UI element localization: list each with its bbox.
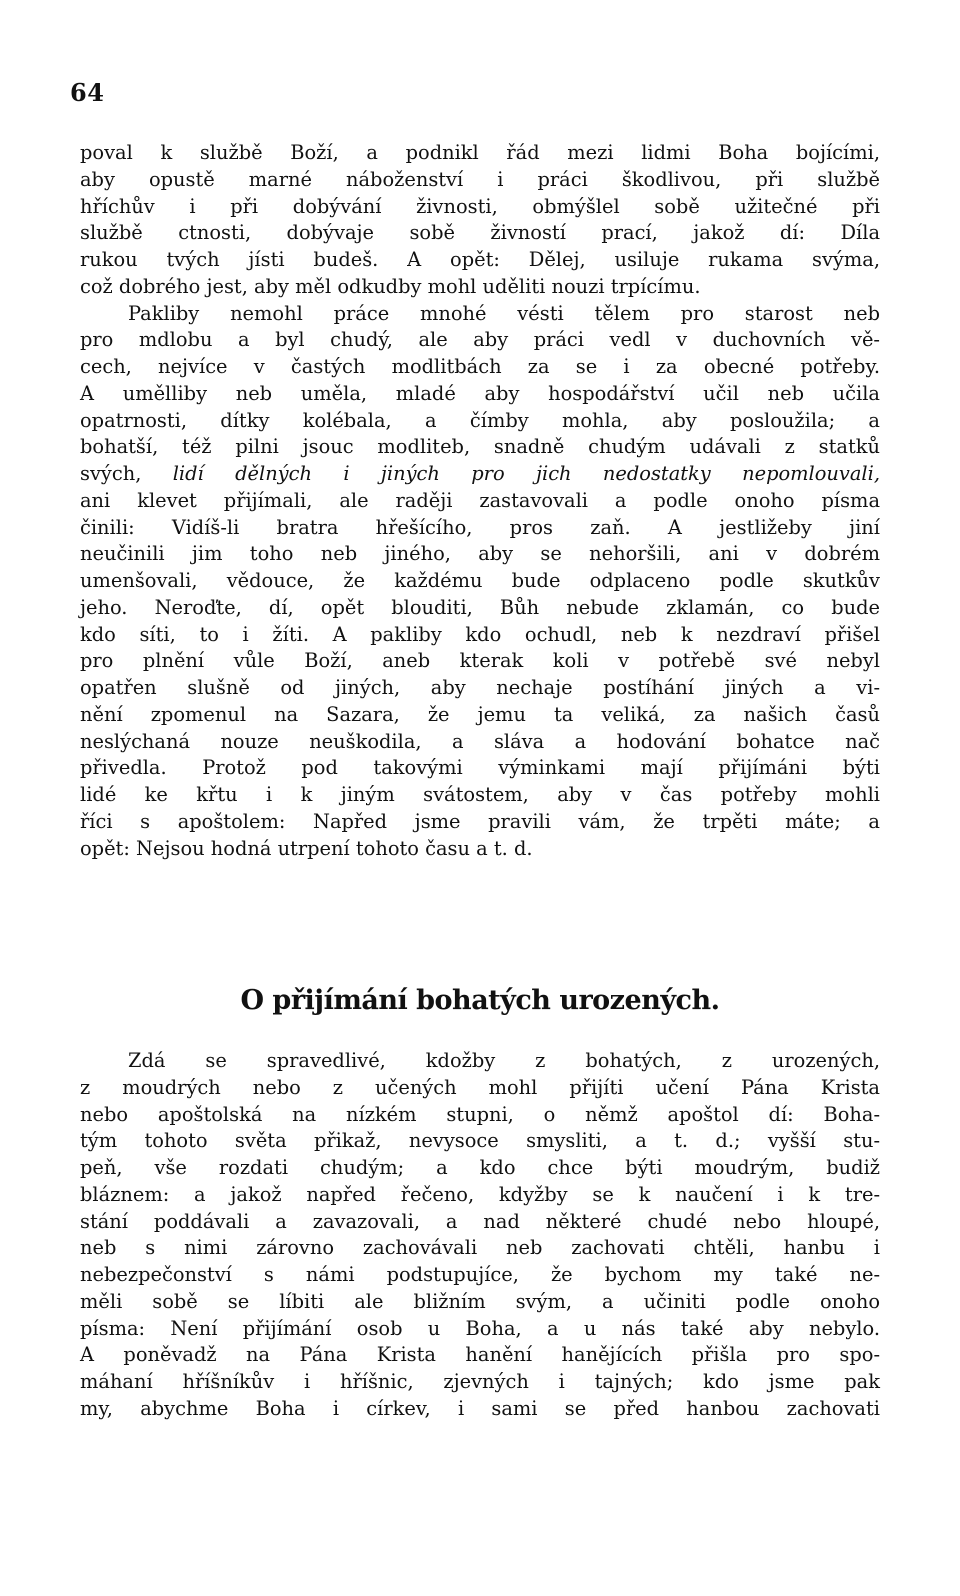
text-line: Pakliby nemohl práce mnohé vésti tělem pro starost neb — [128, 301, 880, 325]
text-line: my, abychme Boha i církev, i sami se před hanbou zachovati — [80, 1396, 880, 1420]
text-line: pro plnění vůle Boží, aneb kterak koli v potřebě své nebyl — [80, 649, 880, 673]
text-line: pro mdlobu a byl chudý, ale aby práci vedl v duchovních vě- — [80, 328, 880, 352]
text-line: službě ctnosti, dobývaje sobě živností prací, jakož dí: Díla — [80, 221, 880, 245]
text-line: což dobrého jest, aby měl odkudby mohl uděliti nouzi trpícímu. — [80, 274, 701, 298]
text-line: říci s apoštolem: Napřed jsme pravili vám, že trpěti máte; a — [80, 809, 880, 833]
text-line: neučinili jim toho neb jiného, aby se nehoršili, ani v dobrém — [80, 542, 880, 566]
text-line: bohatší, též pilni jsouc modliteb, snadně chudým udávali z statků — [80, 435, 880, 459]
text-line: stání poddávali a zavazovali, a nad některé chudé nebo hloupé, — [80, 1209, 880, 1233]
text-line: cech, nejvíce v častých modlitbách za se i za obecné potřeby. — [80, 355, 880, 378]
page-number: 64 — [70, 78, 105, 107]
text-block-lower — [80, 1048, 880, 1423]
text-line: neslýchaná nouze neuškodila, a sláva a hodování bohatce nač — [80, 729, 880, 753]
text-line: písma: Není přijímání osob u Boha, a u nás také aby nebylo. — [80, 1316, 880, 1340]
section-heading: O přijímání bohatých urozených. — [240, 985, 720, 1016]
text-line: jeho. Neroďte, dí, opět blouditi, Bůh nebude zklamán, co bude — [80, 595, 880, 619]
text-line: ani klevet přijímali, ale raději zastavovali a podle onoho písma — [80, 488, 880, 512]
text-line: nění zpomenul na Sazara, že jemu ta veliká, za našich časů — [80, 702, 880, 726]
text-line: tým tohoto světa přikaž, nevysoce smysliti, a t. d.; vyšší stu- — [80, 1129, 880, 1153]
text-line: umenšovali, vědouce, že každému bude odplaceno podle skutkův — [80, 569, 880, 592]
text-line: kdo síti, to i žíti. A pakliby kdo ochudl, neb k nezdraví přišel — [80, 622, 880, 646]
text-line: peň, vše rozdati chudým; a kdo chce býti moudrým, budiž — [80, 1156, 880, 1179]
text-line: z moudrých nebo z učených mohl přijíti učení Pána Krista — [80, 1075, 880, 1099]
text-block-upper — [80, 140, 880, 862]
text-line: přivedla. Protož pod takovými výminkami mají přijímáni býti — [80, 756, 880, 780]
text-line: měli sobě se líbiti ale bližním svým, a učiniti podle onoho — [80, 1289, 880, 1313]
text-line: A umělliby neb uměla, mladé aby hospodářství učil neb učila — [80, 381, 880, 405]
text-line: svých, lidí dělných i jiných pro jich nedostatky nepomlouvali, — [80, 462, 880, 485]
text-line: aby opustě marné náboženství i práci škodlivou, při službě — [80, 167, 880, 191]
text-line: poval k službě Boží, a podnikl řád mezi lidmi Boha bojícími, — [80, 141, 880, 164]
text-line: opět: Nejsou hodná utrpení tohoto času a t. d. — [80, 836, 533, 860]
text-line: lidé ke křtu i k jiným svátostem, aby v čas potřeby mohli — [80, 783, 880, 806]
text-line: Zdá se spravedlivé, kdožby z bohatých, z urozených, — [128, 1049, 880, 1072]
text-line: A poněvadž na Pána Krista hanění hanějících přišla pro spo- — [80, 1343, 880, 1367]
text-line: máhaní hříšníkův i hříšnic, zjevných i tajných; kdo jsme pak — [80, 1370, 880, 1393]
text-line: činili: Vidíš-li bratra hřešícího, pros zaň. A jestližeby jiní — [80, 515, 880, 539]
text-line: rukou tvých jísti budeš. A opět: Dělej, usiluje rukama svýma, — [80, 248, 880, 271]
italic-phrase: lidí dělných i jiných pro jich nedostatky nepomlouvali, — [172, 462, 880, 485]
text-line: opatřen slušně od jiných, aby nechaje postíhání jiných a vi- — [80, 676, 880, 699]
text-line: nebezpečonství s námi podstupujíce, že bychom my také ne- — [80, 1263, 880, 1286]
text-line: nebo apoštolská na nízkém stupni, o němž apoštol dí: Boha- — [80, 1102, 880, 1126]
text-line: bláznem: a jakož napřed řečeno, kdyžby se k naučení i k tre- — [80, 1182, 880, 1206]
text-line: hříchův i při dobývání živnosti, obmýšlel sobě užitečné při — [80, 194, 880, 218]
text-line: neb s nimi zárovno zachovávali neb zachovati chtěli, hanbu i — [80, 1236, 880, 1260]
text-line: opatrnosti, dítky kolébala, a čímby mohla, aby posloužila; a — [80, 408, 880, 432]
